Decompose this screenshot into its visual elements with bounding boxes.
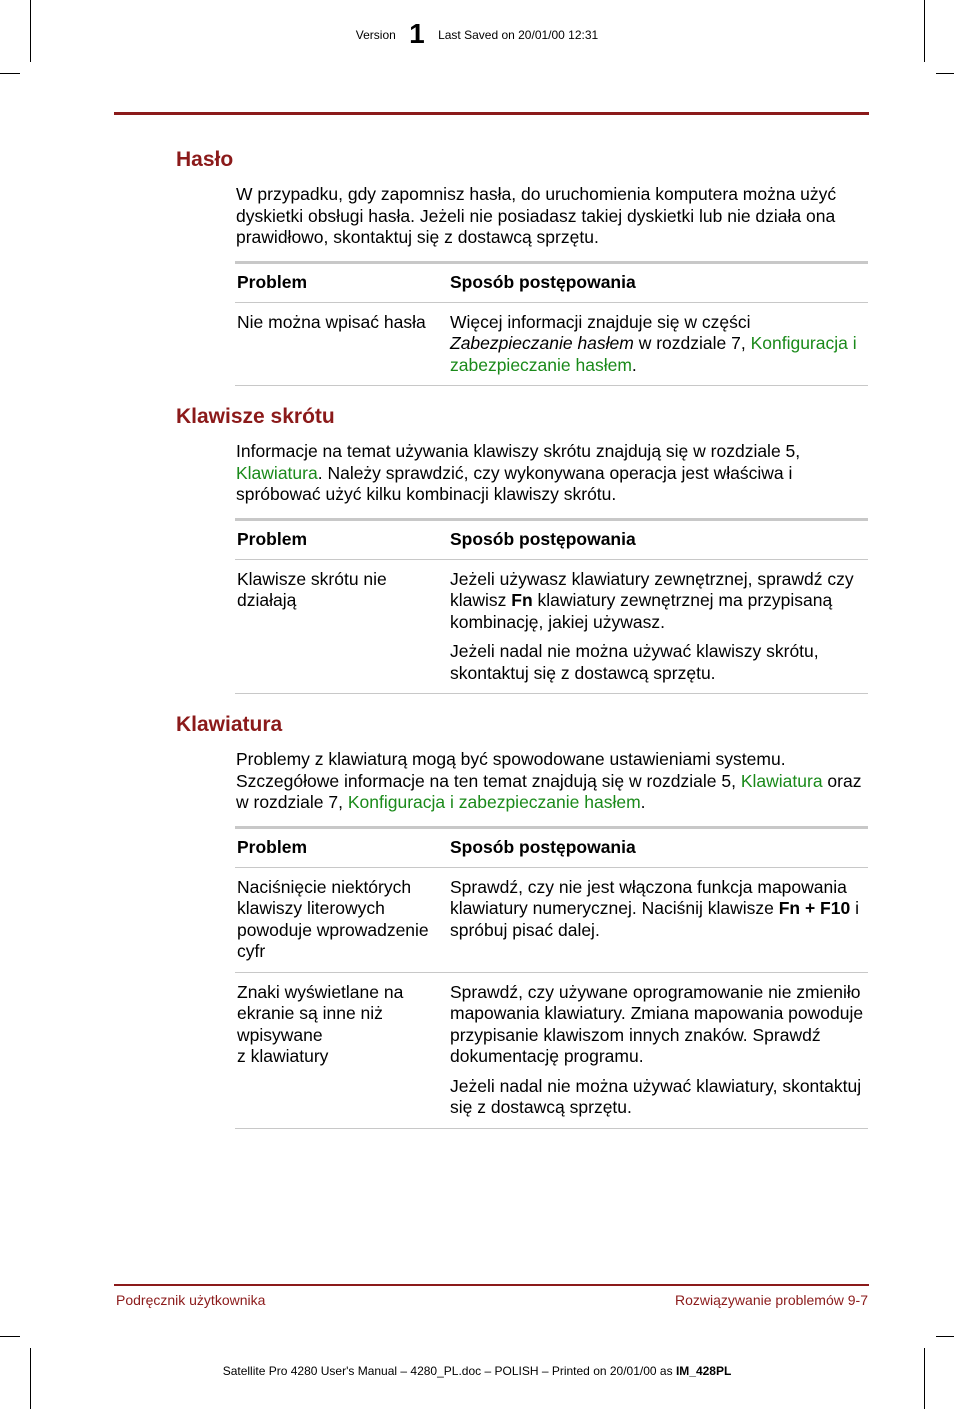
intro-text: . bbox=[640, 792, 646, 812]
column-header-solution: Sposób postępowania bbox=[448, 520, 868, 560]
solution-cell bbox=[448, 867, 868, 972]
solution-text: . bbox=[631, 354, 637, 375]
top-rule bbox=[114, 112, 869, 115]
last-saved: Last Saved on 20/01/00 12:31 bbox=[438, 28, 599, 42]
version-label: Version bbox=[355, 28, 396, 42]
crop-mark bbox=[0, 1336, 20, 1337]
bottom-rule bbox=[114, 1284, 869, 1286]
troubleshooting-table-klawiatura bbox=[235, 826, 868, 1129]
footer-right: Rozwiązywanie problemów 9-7 bbox=[675, 1292, 868, 1308]
table-row bbox=[235, 302, 868, 386]
link-konfiguracja[interactable]: Konfiguracja i zabezpieczanie hasłem bbox=[450, 333, 857, 375]
troubleshooting-table-skroty bbox=[235, 518, 868, 694]
problem-cell: Naciśnięcie niektórych klawiszy literowych powoduje wprowadzenie cyfr bbox=[235, 867, 448, 972]
table-row bbox=[235, 867, 868, 972]
problem-cell: Klawisze skrótu nie działają bbox=[235, 559, 448, 694]
solution-text: w rozdziale 7, bbox=[633, 333, 751, 353]
link-klawiatura[interactable]: Klawiatura bbox=[740, 770, 823, 791]
intro-text: . Należy sprawdzić, czy wykonywana operacja jest właściwa i spróbować użyć kilku kombinacji klawiszy skrótu. bbox=[236, 462, 793, 504]
solution-text: Sprawdź, czy nie jest włączona funkcja mapowania klawiatury numerycznej. Naciśnij klawisze bbox=[450, 876, 847, 918]
print-info: Satellite Pro 4280 User's Manual – 4280_PL.doc – POLISH – Printed on 20/01/00 as bbox=[222, 1364, 676, 1378]
italic-reference: Zabezpieczanie hasłem bbox=[450, 333, 634, 353]
section-intro-skroty bbox=[236, 441, 868, 506]
solution-paragraph: Sprawdź, czy używane oprogramowanie nie zmieniło mapowania klawiatury. Zmiana mapowania powoduje przypisanie klawiszom innych znaków. Sprawdź dokumentację programu. bbox=[450, 981, 864, 1066]
intro-text: oraz w rozdziale 7, bbox=[236, 770, 862, 812]
column-header-solution: Sposób postępowania bbox=[448, 263, 868, 303]
problem-cell: Nie można wpisać hasła bbox=[235, 302, 448, 386]
crop-mark bbox=[30, 1348, 31, 1409]
solution-cell bbox=[448, 972, 868, 1128]
version-header bbox=[0, 18, 954, 50]
link-konfiguracja[interactable]: Konfiguracja i zabezpieczanie hasłem bbox=[347, 792, 641, 812]
column-header-solution: Sposób postępowania bbox=[448, 828, 868, 868]
problem-text: z klawiatury bbox=[237, 1046, 329, 1066]
crop-mark bbox=[936, 1336, 954, 1337]
solution-text: i spróbuj pisać dalej. bbox=[450, 898, 859, 940]
key-combination: Fn + F10 bbox=[778, 898, 851, 918]
section-title-klawiatura: Klawiatura bbox=[176, 713, 283, 736]
print-code: IM_428PL bbox=[675, 1364, 732, 1378]
solution-cell bbox=[448, 559, 868, 694]
column-header-problem: Problem bbox=[235, 828, 448, 868]
solution-paragraph bbox=[450, 569, 866, 634]
intro-text: Problemy z klawiaturą mogą być spowodowane ustawieniami systemu. Szczegółowe informacje na ten temat znajdują się w rozdziale 5, bbox=[236, 749, 786, 791]
table-row bbox=[235, 972, 868, 1128]
section-intro-haslo: W przypadku, gdy zapomnisz hasła, do uruchomienia komputera można użyć dyskietki obsługi hasła. Jeżeli nie posiadasz takiej dyskietki lub nie działa ona prawidłowo, skontaktuj się z dostawcą sprzętu. bbox=[236, 184, 837, 247]
key-name: Fn bbox=[511, 590, 533, 610]
solution-text: Jeżeli używasz klawiatury zewnętrznej, sprawdź czy klawisz bbox=[450, 568, 854, 610]
crop-mark bbox=[936, 73, 954, 74]
column-header-problem: Problem bbox=[235, 520, 448, 560]
problem-text: Znaki wyświetlane na ekranie są inne niż wpisywane bbox=[237, 981, 404, 1045]
section-title-skroty: Klawisze skrótu bbox=[176, 405, 335, 428]
solution-text: Więcej informacji znajduje się w części bbox=[450, 311, 751, 332]
crop-mark bbox=[0, 73, 20, 74]
link-klawiatura[interactable]: Klawiatura bbox=[236, 462, 318, 483]
table-row bbox=[235, 559, 868, 694]
problem-cell bbox=[235, 972, 448, 1128]
solution-paragraph: Jeżeli nadal nie można używać klawiatury, skontaktuj się z dostawcą sprzętu. bbox=[450, 1075, 862, 1117]
solution-paragraph: Jeżeli nadal nie można używać klawiszy skrótu, skontaktuj się z dostawcą sprzętu. bbox=[450, 641, 819, 683]
intro-text: Informacje na temat używania klawiszy skrótu znajdują się w rozdziale 5, bbox=[236, 441, 801, 461]
footer-left: Podręcznik użytkownika bbox=[116, 1292, 266, 1308]
solution-text: klawiatury zewnętrznej ma przypisaną kombinację, jakiej używasz. bbox=[450, 590, 833, 632]
section-intro-klawiatura bbox=[236, 749, 868, 814]
crop-mark bbox=[924, 1348, 925, 1409]
solution-cell bbox=[448, 302, 868, 386]
version-number: 1 bbox=[409, 18, 425, 49]
section-title-haslo: Hasło bbox=[176, 148, 234, 171]
column-header-problem: Problem bbox=[235, 263, 448, 303]
print-line bbox=[0, 1364, 954, 1378]
troubleshooting-table-haslo bbox=[235, 261, 868, 386]
